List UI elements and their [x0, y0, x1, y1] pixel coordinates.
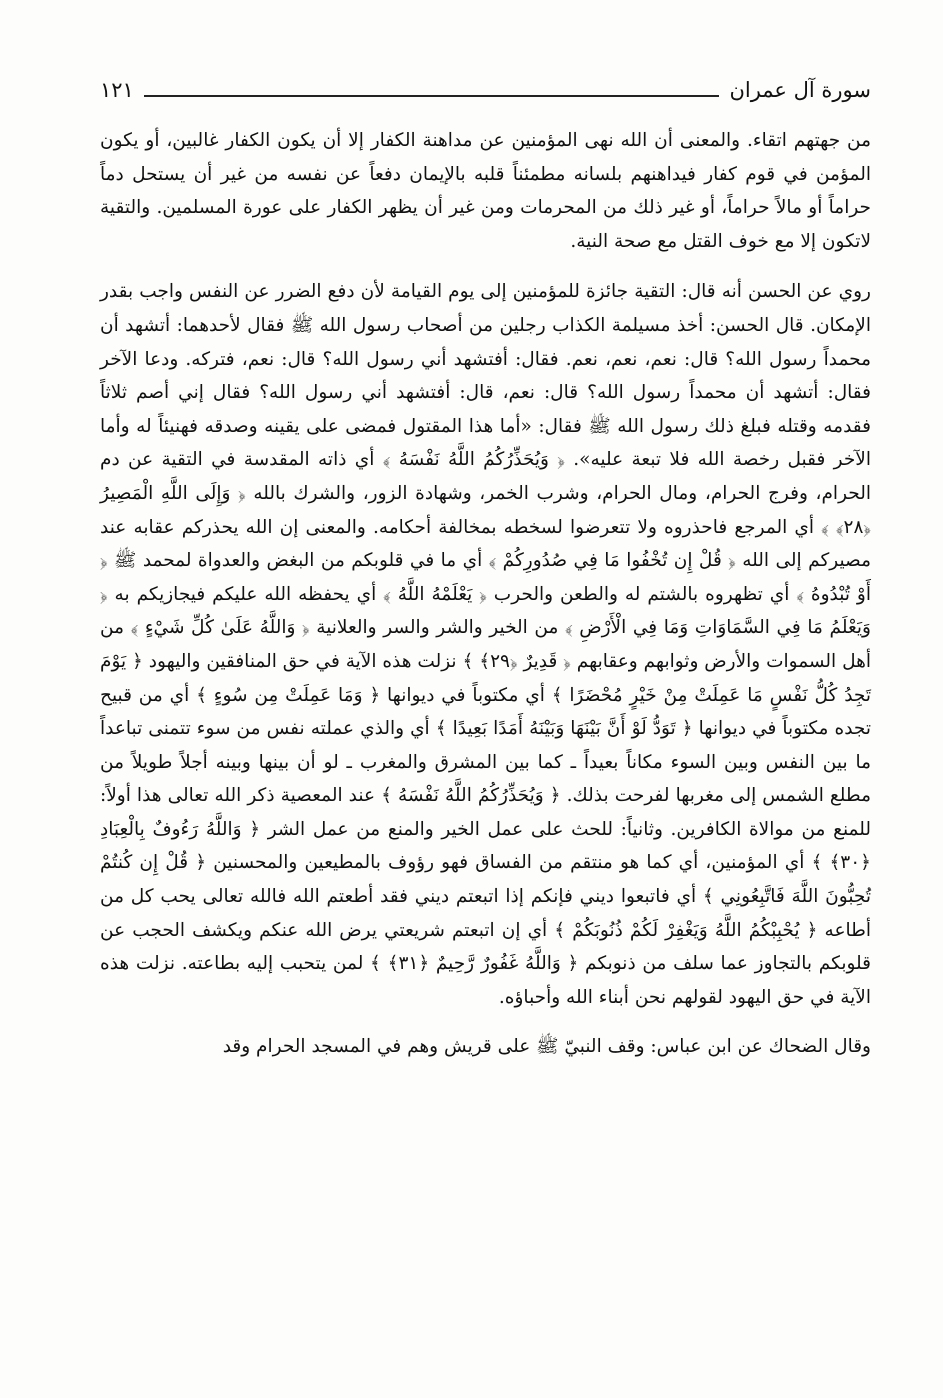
- running-header: [100, 70, 871, 110]
- header-rule: [144, 95, 720, 97]
- paragraph-1: من جهتهم اتقاء. والمعنى أن الله نهى المؤمنين عن مداهنة الكفار إلا أن يكون الكفار غالبين، أو يكون المؤمن في قوم كفار فيداهنهم بلسانه مطمئناً قلبه بالإيمان دفعاً عن نفسه من غير أن يستحل دماً حراماً أو مالاً حراماً، أو غير ذلك من المحرمات ومن غير أن يظهر الكفار على عورة المسلمين. والتقية لاتكون إلا مع خوف القتل مع صحة النية.: [100, 130, 871, 252]
- paragraph-3: وقال الضحاك عن ابن عباس: وقف النبيّ ﷺ على قريش وهم في المسجد الحرام وقد: [222, 1036, 871, 1058]
- surah-title: سورة آل عمران: [729, 78, 871, 102]
- paragraph-2: روي عن الحسن أنه قال: التقية جائزة للمؤمنين إلى يوم القيامة لأن دفع الضرر عن النفس واجب بقدر الإمكان. قال الحسن: أخذ مسيلمة الكذاب رجلين من أصحاب رسول الله ﷺ فقال لأحدهما: أتشهد أن محمداً رسول الله؟ قال: نعم، نعم، نعم. فقال: أفتشهد أني رسول الله؟ قال: نعم، فتركه. ودعا الآخر فقال: أتشهد أن محمداً رسول الله؟ قال: نعم، قال: أفتشهد أني رسول الله؟ فقال إني أصم ثلاثاً فقدمه وقتله فبلغ ذلك رسول الله ﷺ فقال: «أما هذا المقتول فمضى على يقينه وصدقه فهنيئاً له وأما الآخر فقبل رخصة الله فلا تبعة عليه». ﴿ وَيُحَذِّرُكُمُ اللَّهُ نَفْسَهُ ﴾ أي ذاته المقدسة في التقية عن دم الحرام، وفرج الحرام، ومال الحرام، وشرب الخمر، وشهادة الزور، والشرك بالله ﴿ وَإِلَى اللَّهِ الْمَصِيرُ ﴿٢٨﴾ ﴾ أي المرجع فاحذروه ولا تتعرضوا لسخطه بمخالفة أحكامه. والمعنى إن الله يحذركم عقابه عند مصيركم إلى الله ﴿ قُلْ إِن تُخْفُوا مَا فِي صُدُورِكُمْ ﴾ أي ما في قلوبكم من البغض والعدواة لمحمد ﷺ ﴿ أَوْ تُبْدُوهُ ﴾ أي تظهروه بالشتم له والطعن والحرب ﴿ يَعْلَمْهُ اللَّهُ ﴾ أي يحفظه الله عليكم فيجازيكم به ﴿ وَيَعْلَمُ مَا فِي السَّمَاوَاتِ وَمَا فِي الْأَرْضِ ﴾ من الخير والشر والسر والعلانية ﴿ وَاللَّهُ عَلَىٰ كُلِّ شَيْءٍ ﴾ من أهل السموات والأرض وثوابهم وعقابهم ﴿ قَدِيرٌ ﴿٢٩﴾ ﴾ نزلت هذه الآية في حق المنافقين واليهود ﴿ يَوْمَ تَجِدُ كُلُّ نَفْسٍ مَا عَمِلَتْ مِنْ خَيْرٍ مُحْضَرًا ﴾ أي مكتوباً في ديوانها ﴿ وَمَا عَمِلَتْ مِن سُوءٍ ﴾ أي من قبيح تجده مكتوباً في ديوانها ﴿ تَوَدُّ لَوْ أَنَّ بَيْنَهَا وَبَيْنَهُ أَمَدًا بَعِيدًا ﴾ أي والذي عملته نفس من سوء تتمنى تباعداً ما بين النفس وبين السوء مكاناً بعيداً ـ كما بين المشرق والمغرب ـ لو أن بينها وبينه أجلاً طويلاً من مطلع الشمس إلى مغربها لفرحت بذلك. ﴿ وَيُحَذِّرُكُمُ اللَّهُ نَفْسَهُ ﴾ عند المعصية ذكر الله تعالى هذا أولاً: للمنع من موالاة الكافرين. وثانياً: للحث على عمل الخير والمنع من عمل الشر ﴿ وَاللَّهُ رَءُوفٌ بِالْعِبَادِ ﴿٣٠﴾ ﴾ أي المؤمنين، أي كما هو منتقم من الفساق فهو رؤوف بالمطيعين والمحسنين ﴿ قُلْ إِن كُنتُمْ تُحِبُّونَ اللَّهَ فَاتَّبِعُونِي ﴾ أي فاتبعوا ديني فإنكم إذا اتبعتم ديني فقد أطعتم الله فالله تعالى يحب كل من أطاعه ﴿ يُحْبِبْكُمُ اللَّهُ وَيَغْفِرْ لَكُمْ ذُنُوبَكُمْ ﴾ أي إن اتبعتم شريعتي يرض الله عنكم ويكشف الحجب عن قلوبكم بالتجاوز عما سلف من ذنوبكم ﴿ وَاللَّهُ غَفُورٌ رَّحِيمٌ ﴿٣١﴾ ﴾ لمن يتحبب إليه بطاعته. نزلت هذه الآية في حق اليهود لقولهم نحن أبناء الله وأحباؤه.: [100, 281, 871, 1008]
- page-number: ١٢١: [100, 78, 134, 102]
- body-text: [100, 124, 871, 1064]
